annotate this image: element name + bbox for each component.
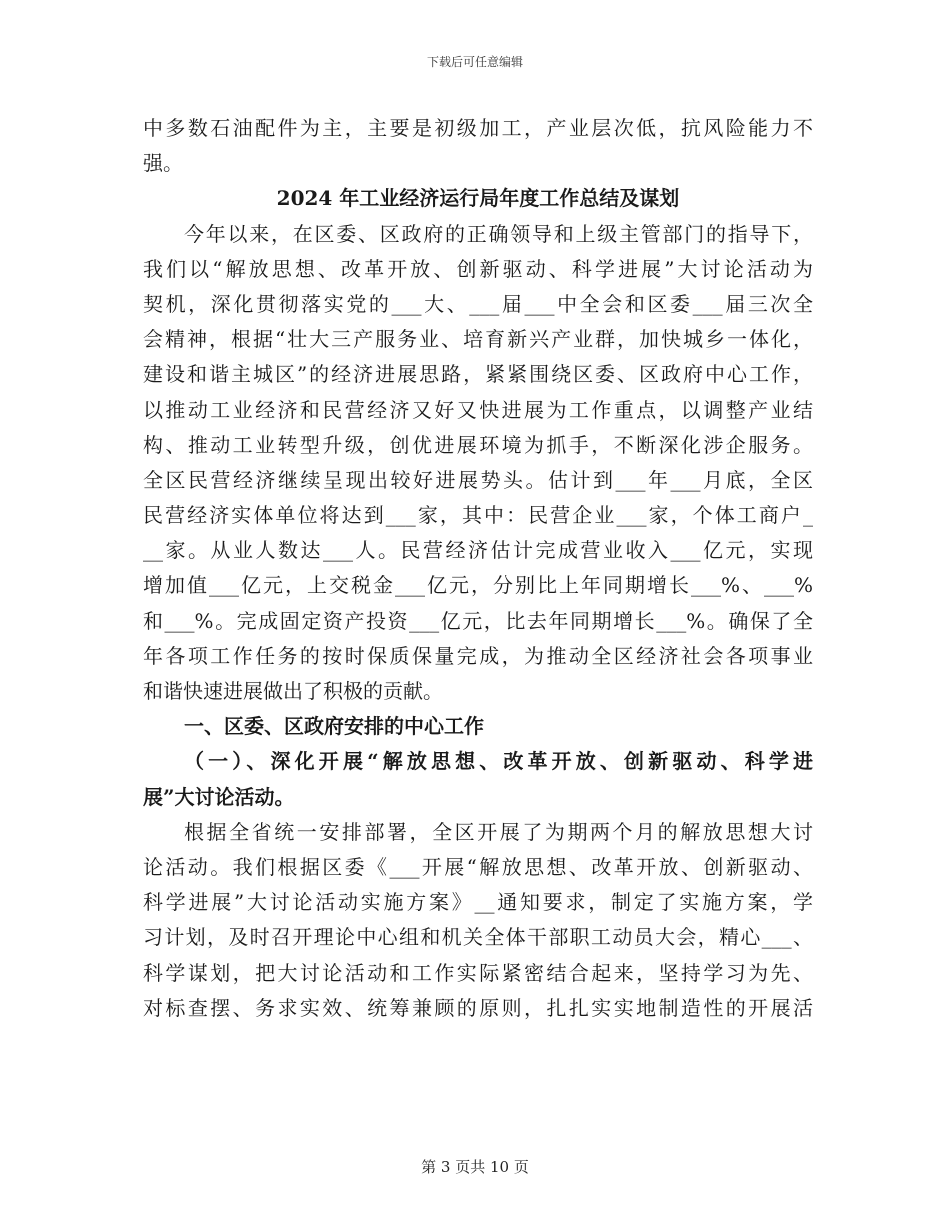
paragraph-line: __家。从业人数达___人。民营经济估计完成营业收入___亿元，实现: [143, 538, 813, 563]
section-heading: 一、区委、区政府安排的中心工作: [184, 714, 484, 739]
paragraph-line: 会精神，根据“壮大三产服务业、培育新兴产业群，加快城乡一体化，: [143, 327, 813, 352]
page-header: 下载后可任意编辑: [426, 55, 523, 69]
subsection-heading: （一）、深化开展“解放思想、改革开放、创新驱动、科学进: [184, 749, 813, 774]
paragraph-line: 科学进展”大讨论活动实施方案》__通知要求，制定了实施方案，学: [143, 890, 813, 915]
paragraph-line: 以推动工业经济和民营经济又好又快进展为工作重点，以调整产业结: [143, 397, 813, 422]
paragraph-line: 科学谋划，把大讨论活动和工作实际紧密结合起来，坚持学习为先、: [143, 960, 813, 985]
paragraph-line: 和___%。完成固定资产投资___亿元，比去年同期增长___%。确保了全: [143, 608, 813, 633]
paragraph-line: 构、推动工业转型升级，创优进展环境为抓手，不断深化涉企服务。: [143, 432, 813, 457]
paragraph-line: 今年以来，在区委、区政府的正确领导和上级主管部门的指导下，: [184, 221, 813, 246]
paragraph-line: 民营经济实体单位将达到___家，其中：民营企业___家，个体工商户_: [143, 503, 813, 528]
paragraph-line: 增加值___亿元，上交税金___亿元，分别比上年同期增长___%、___%: [143, 573, 813, 598]
paragraph-line: 建设和谐主城区”的经济进展思路，紧紧围绕区委、区政府中心工作，: [143, 362, 813, 387]
paragraph-line: 我们以“解放思想、改革开放、创新驱动、科学进展”大讨论活动为: [143, 256, 813, 281]
document-title: 2024 年工业经济运行局年度工作总结及谋划: [276, 186, 680, 211]
document-body: [143, 111, 813, 1026]
paragraph-line: 中多数石油配件为主，主要是初级加工，产业层次低，抗风险能力不: [143, 116, 813, 140]
paragraph-line: 年各项工作任务的按时保质保量完成，为推动全区经济社会各项事业: [143, 643, 813, 668]
paragraph-line: 习计划，及时召开理论中心组和机关全体干部职工动员大会，精心___、: [143, 925, 813, 950]
paragraph-line: 和谐快速进展做出了积极的贡献。: [143, 679, 443, 703]
paragraph-line: 论活动。我们根据区委《___开展“解放思想、改革开放、创新驱动、: [143, 854, 813, 879]
page-footer: 第 3 页共 10 页: [421, 1158, 529, 1176]
subsection-heading-cont: 展”大讨论活动。: [143, 784, 295, 809]
paragraph-line: 对标查摆、务求实效、统筹兼顾的原则，扎扎实实地制造性的开展活: [143, 995, 813, 1020]
paragraph-line: 全区民营经济继续呈现出较好进展势头。估计到___年___月底，全区: [143, 467, 813, 492]
paragraph-line: 根据全省统一安排部署，全区开展了为期两个月的解放思想大讨: [184, 819, 813, 844]
paragraph-line: 契机，深化贯彻落实党的___大、___届___中全会和区委___届三次全: [143, 291, 813, 316]
paragraph-line: 强。: [143, 151, 183, 176]
